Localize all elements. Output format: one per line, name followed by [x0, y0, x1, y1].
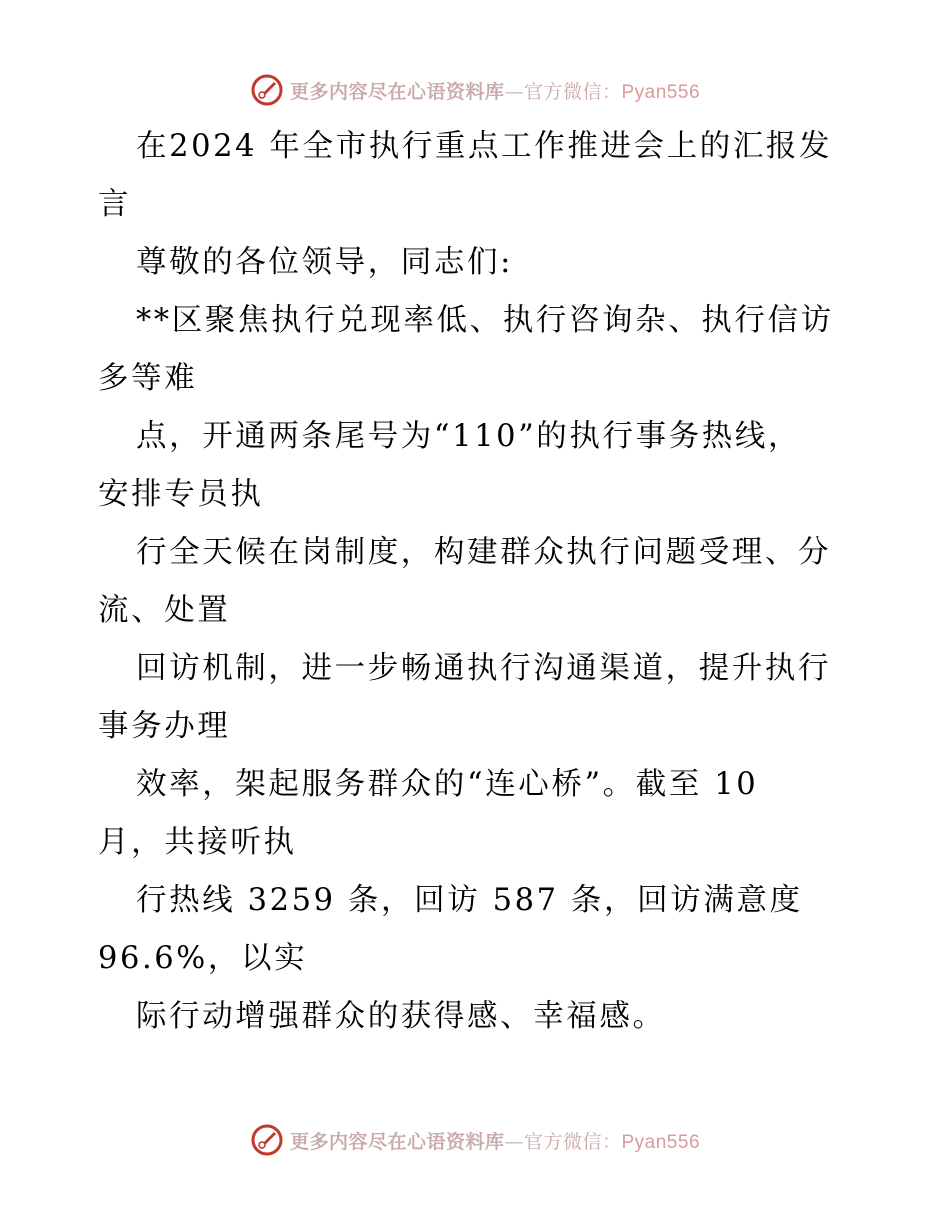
body-line-first: 行热线 3259 条，回访 587 条，回访满意度: [136, 883, 803, 918]
document-body: [98, 118, 868, 1046]
quill-logo-icon: [250, 73, 284, 107]
banner-main-text: 更多内容尽在心语资料库: [289, 80, 505, 103]
body-line-rest: 事务办理: [98, 709, 231, 744]
body-line-rest: 多等难: [98, 361, 198, 396]
banner-dash: —: [504, 80, 524, 103]
footer-watermark-banner: [0, 1120, 950, 1160]
banner-dash: —: [504, 1130, 524, 1153]
banner-sub-text: 官方微信：: [523, 1130, 622, 1153]
banner-wechat-id: Pyan556: [621, 1131, 701, 1153]
banner-wechat-id: Pyan556: [621, 81, 701, 103]
body-line-first: 回访机制，进一步畅通执行沟通渠道，提升执行: [136, 651, 832, 686]
title-line-1: 在2024 年全市执行重点工作推进会上的汇报发: [136, 129, 833, 164]
body-line-first: 行全天候在岗制度，构建群众执行问题受理、分: [136, 535, 832, 570]
closing-line: 际行动增强群众的获得感、幸福感。: [136, 999, 666, 1034]
body-line: [98, 408, 868, 524]
body-line-rest: 流、处置: [98, 593, 231, 628]
body-line: [98, 756, 868, 872]
body-line: [98, 292, 868, 408]
body-line-rest: 96.6%，以实: [98, 941, 308, 976]
body-line-first: 效率，架起服务群众的“连心桥”。截至 10: [136, 767, 759, 802]
body-line-first: **区聚焦执行兑现率低、执行咨询杂、执行信访: [136, 303, 834, 338]
body-line-first: 点，开通两条尾号为“110”的执行事务热线，: [136, 419, 802, 454]
document-title: [98, 118, 868, 234]
body-line-rest: 安排专员执: [98, 477, 264, 512]
header-watermark-banner: [0, 70, 950, 110]
salutation: 尊敬的各位领导，同志们:: [136, 245, 513, 280]
title-line-2: 言: [98, 187, 132, 222]
body-line-rest: 月，共接听执: [98, 825, 297, 860]
body-line: [98, 640, 868, 756]
banner-main-text: 更多内容尽在心语资料库: [289, 1130, 505, 1153]
banner-sub-text: 官方微信：: [523, 80, 622, 103]
body-line: [98, 872, 868, 988]
quill-logo-icon: [250, 1123, 284, 1157]
body-line: [98, 524, 868, 640]
